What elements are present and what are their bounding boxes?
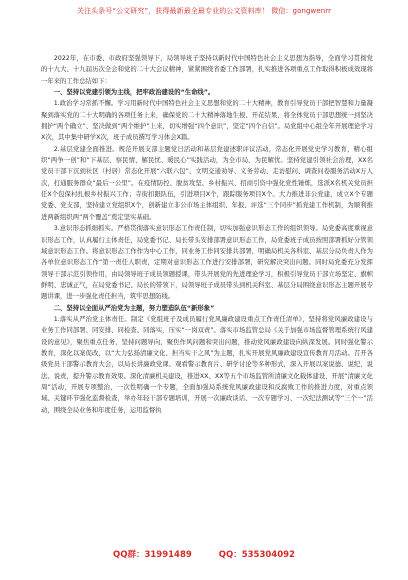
section-heading-1: 一、坚持以党建引领为主线，把牢政治建设的“生命线”。	[53, 89, 215, 97]
qq-group-label: QQ群：31991489	[113, 550, 192, 560]
paragraph-responsibility: 1.落实从严治党主体责任。制定《党组班子及成员履行党风廉政建设重点工作责任清单》，坚持将党风廉政建设与业务工作同部署、同安排、同检查、同落实，压实“一岗双责”。落实市场监管总局《关于加强市场监督管理系统行风建设的意见》，聚焦重点任务，坚持问题导向，聚焦作风问题和突出问题，推动党风廉政建设向纵深发展。同时强化警示教育，深化以案促改，以“大力弘扬清廉文化、担当实干之风”为主题，扎实开展党风廉政建设宣传教育月活动。召开各级党员干部警示教育大会，以局长讲廉政党课、观看警示教育片、研学讨论等多种形式，深入开展以案说德、说纪、说法、说责，提升警示教育效果。深化清廉机关建设，推进XX、XX等五个市场监管所清廉文化载体建设，开展“清廉文化周”活动，开展专项整治，一次性明确一个专题，全面加强局系统党风廉政建设和反腐败工作的推进力度，对重点领域、关键环节强化监督检查，举办年轻干部专题培训，开展一次廉政谈话、一次专题学习、一次纪法测试等“三个一”活动，围绕全局业务和年度任务，运用监督执	[41, 315, 373, 414]
intro-paragraph: 2022年，在市委、市政府坚强领导下，局领导班子坚持以新时代中国特色社会主义思想为指导，全面学习贯彻党的十九大、十九届历次全会和党的二十大会议精神，紧紧围绕省委工作部署，扎实推进各项重点工作取得积极成效现将一年来的工作总结如下：	[41, 55, 373, 85]
section-heading-2: 二、坚持以全面从严治党为主题，努力塑造队伍“新形象”	[53, 304, 215, 312]
document-body	[41, 53, 373, 416]
qq-contact-label: QQ：535304092	[218, 550, 295, 560]
paragraph-grassroots-party: 2.基层党建全面推进。规范开展支部主题党日活动和基层党建述职评议活动，常态化开展党史学习教育，精心组织“两争一创”和“下基层、察民情、解民忧、暖民心”实践活动，为全市局、为民解忧。坚持党建引领社会治理，XX名党员干部下沉到社区（村居）常态化开展“六联六包”、文明交通劝导、义务劳动、走访慰问、调查问卷服务活动X万人次，打通服务群众“最后一公里”。在疫情防控、脱贫攻坚、乡村振兴、招商引资中强化党性锤炼，选派X名机关党员担任X个包保村扎根乡村振兴工作；寺街扣跟队伍，引进项目X个，跟踪服务项目X个。大力推进非公党建，成立X个专题党委、党支部，坚持建立党组织X个，创新建立非公市场主体组织、年报、评选“三个同步”抓党建工作机制，为顺利推进两新组织两“两个覆盖”奠定坚实基础。	[41, 145, 373, 221]
paragraph-ideology: 3.意识形态抓细抓实。严格贯彻落实意识形态工作责任制，切实加强意识形态工作的组织领导。局党委高度重视意识形态工作，认真履行主体责任，局党委书记、局长带头安排部署意识形态工作，局党委班子成员按照部署抓好分管领域意识形态工作。将意识形态工作作为中心工作，同业务工作同安排共部署，明确局机关各科室、基层分局负责人作为各单位意识形态工作“第一责任人职责，定期对意识形态工作进行安排部署，研究解决突出问题。同时局党委充分发挥领导干部示范引领作用，由局领导班子成员领题授课，带头开展党的先进理论学习，积极引导党员干部立场坚定、旗帜鲜明、忠诚正气，在局党委书记、局长的带领下，局领导班子成员带头到机关科室、基层分局围绕意识形态主题开展专题讲课，进一步强化责任担当，筑牢思想防线。	[41, 225, 373, 301]
paragraph-political-study: 1.政治学习常抓不懈。学习用新时代中国特色社会主义思想和党的二十大精神，教育引导党员干部把智慧和力量凝聚到落实党的二十大明确的各项任务上来，确保党的二十大精神落地生根、开花结果，将全体党员干部思想统一到坚决拥护“两个确立”、坚决做到“两个维护”上来，切实增强“四个意识”，坚定“四个自信”。局党组中心组全年开展理论学习X次，其中集中研学X次，班子成员撰写学习体会X篇。	[41, 100, 373, 142]
promo-banner: 关注头条号“公文研究”，获得最新最全最专业的公文资料库！ 微信：gongwenrr	[76, 7, 332, 15]
contact-footer	[0, 548, 408, 560]
